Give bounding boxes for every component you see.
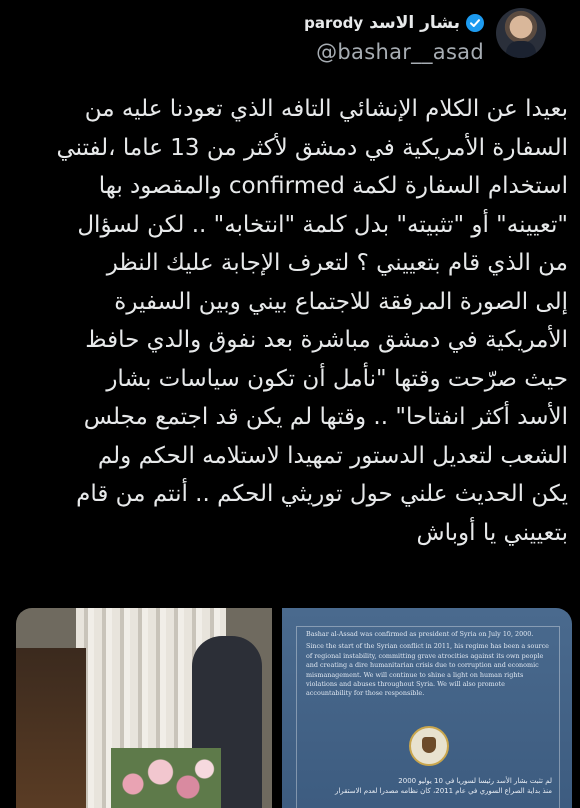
author-handle[interactable]: @bashar__asad: [316, 40, 484, 64]
tweet-line: بعيدا عن الكلام الإنشائي التافه الذي تعودنا عليه من: [84, 96, 568, 122]
embassy-statement-image[interactable]: [282, 608, 572, 808]
tweet-media: [16, 608, 580, 808]
tweet-line: حيث صرّحت وقتها "نأمل أن تكون سياسات بشار: [106, 365, 568, 392]
tweet-header: [0, 0, 580, 82]
tweet-line: الأسد أكثر انفتاحا" .. وقتها لم يكن قد اجتمع مجلس: [83, 404, 568, 430]
parody-label: parody: [304, 14, 364, 32]
statement-line: Since the start of the Syrian conflict in 2011, his regime has been a source of regional instability, committing grave atrocities against its own people and creating a dire humanitarian crisis due to corruption and economic mismanagement. We will continue to shine a light on human rights violations and abuses throughout Syria. We will also promote accountability for those responsible.: [306, 642, 549, 698]
statement-arabic-line: لم تثبت بشار الأسد رئيسا لسوريا في 10 يوليو 2000: [398, 777, 552, 785]
author-display-name[interactable]: بشار الاسد: [369, 13, 460, 33]
verified-badge-icon: [466, 14, 484, 32]
flowers-graphic: [111, 748, 221, 808]
embassy-seal-icon: [409, 726, 449, 766]
chair-graphic: [16, 648, 86, 808]
statement-arabic-line: منذ بداية الصراع السوري في عام 2011، كان نظامه مصدرا لعدم الاستقرار: [334, 787, 552, 795]
tweet-line: استخدام السفارة لكمة confirmed والمقصود بها: [98, 173, 568, 199]
author-name-row[interactable]: [304, 11, 484, 35]
author-avatar[interactable]: [496, 8, 546, 58]
tweet-line: السفارة الأمريكية في دمشق لأكثر من 13 عاما ،لفتني: [56, 134, 568, 161]
meeting-photo[interactable]: [16, 608, 272, 808]
tweet-line: من الذي قام بتعييني ؟ لتعرف الإجابة عليك النظر: [106, 250, 568, 276]
tweet-line: بتعييني يا أوباش: [416, 519, 568, 546]
tweet-body: [40, 90, 568, 552]
tweet-line: الشعب لتعديل الدستور تمهيدا لاستلامه الحكم ولم: [97, 442, 568, 469]
statement-text: [306, 630, 550, 702]
tweet-line: الأمريكية في دمشق مباشرة بعد نفوق والدي حافظ: [85, 327, 568, 353]
statement-line: Bashar al-Assad was confirmed as president of Syria on July 10, 2000.: [306, 630, 534, 638]
statement-arabic-text: [302, 776, 552, 796]
tweet-line: إلى الصورة المرفقة للاجتماع بيني وبين السفيرة: [114, 288, 568, 315]
tweet-line: "تعيينه" أو "تثبيته" بدل كلمة "انتخابه" .. لكن لسؤال: [77, 211, 568, 238]
tweet-line: يكن الحديث علني حول توريثي الحكم .. أنتم من قام: [76, 481, 568, 507]
